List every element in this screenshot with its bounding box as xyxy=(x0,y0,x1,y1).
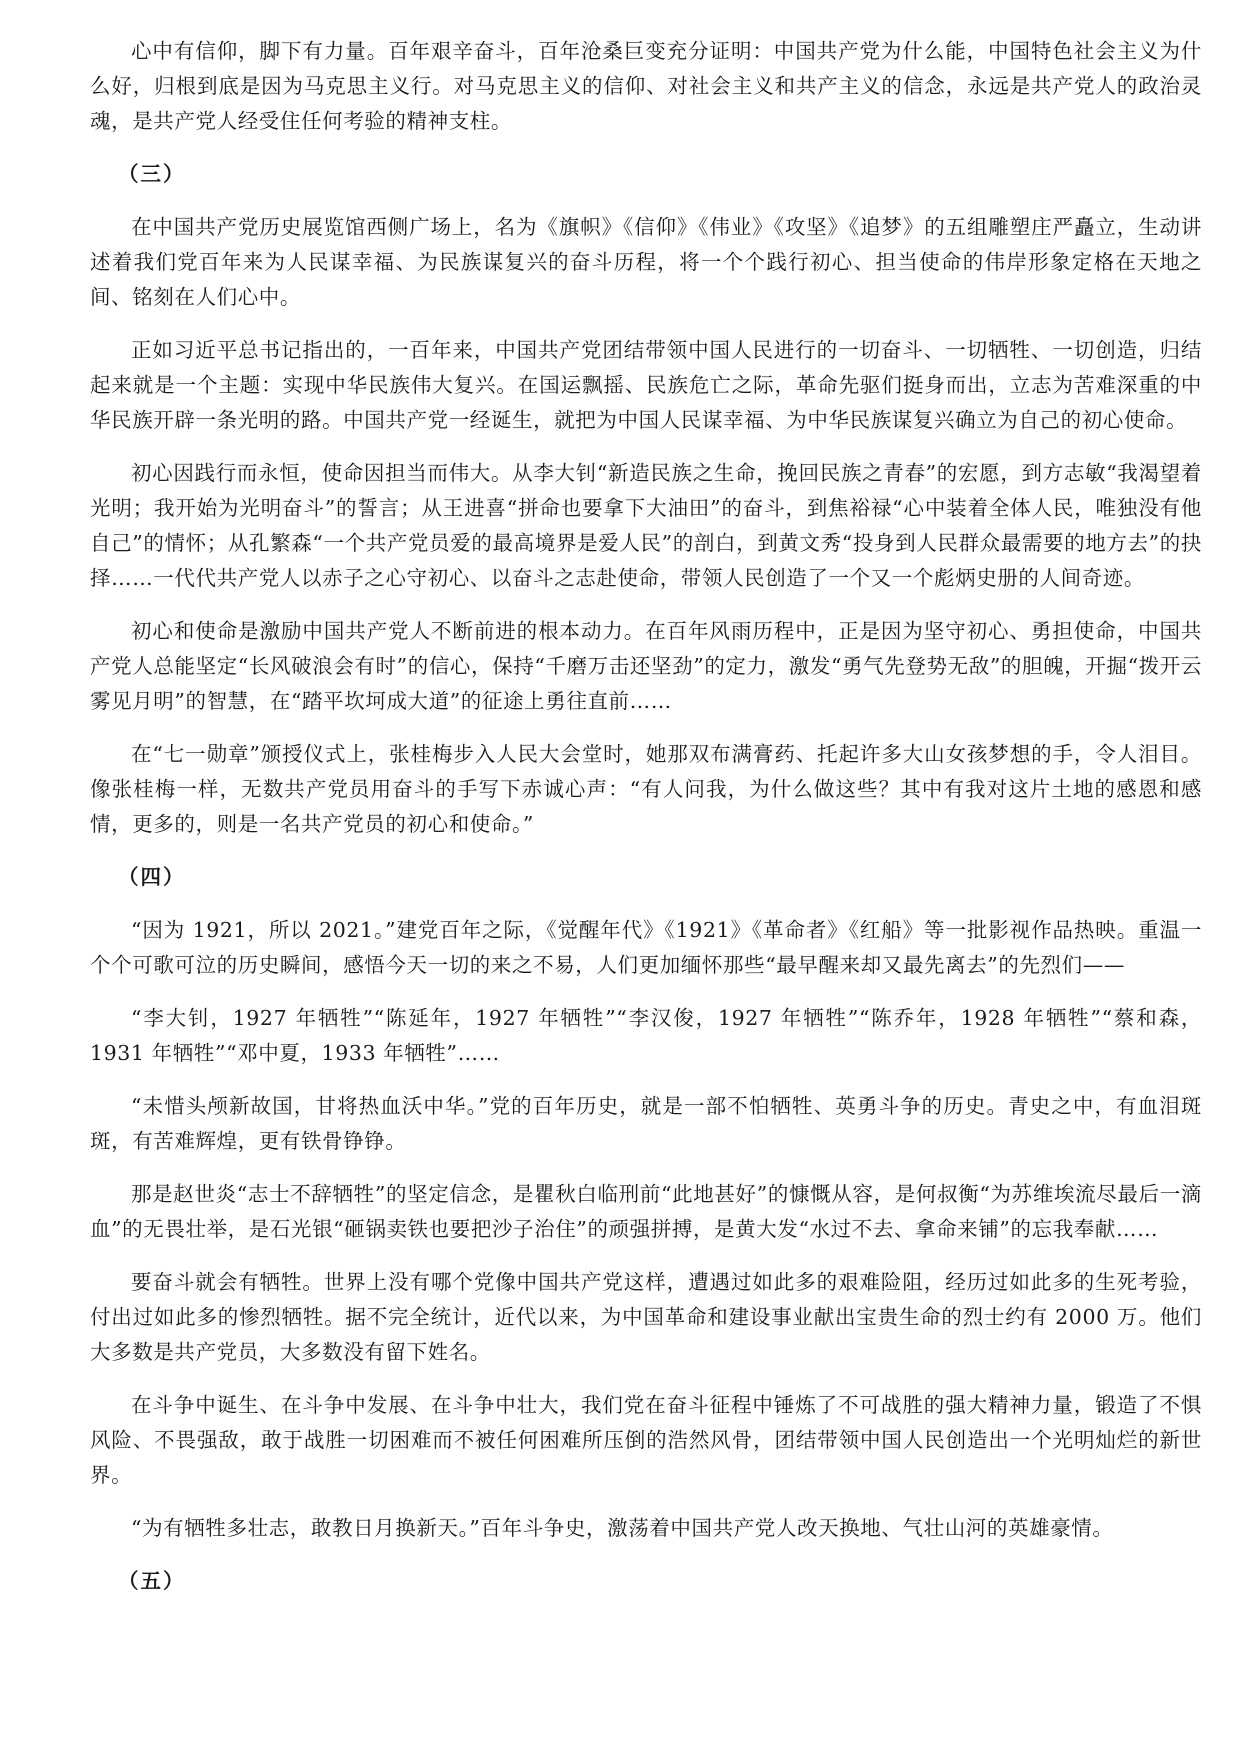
paragraph: “未惜头颅新故国，甘将热血沃中华。”党的百年历史，就是一部不怕牺牲、英勇斗争的历史。青史之中，有血泪斑斑，有苦难辉煌，更有铁骨铮铮。 xyxy=(90,1094,1202,1153)
paragraph: 心中有信仰，脚下有力量。百年艰辛奋斗，百年沧桑巨变充分证明：中国共产党为什么能，中国特色社会主义为什么好，归根到底是因为马克思主义行。对马克思主义的信仰、对社会主义和共产主义的信念，永远是共产党人的政治灵魂，是共产党人经受住任何考验的精神支柱。 xyxy=(90,39,1202,133)
paragraph: 初心和使命是激励中国共产党人不断前进的根本动力。在百年风雨历程中，正是因为坚守初心、勇担使命，中国共产党人总能坚定“长风破浪会有时”的信心，保持“千磨万击还坚劲”的定力，激发“勇气先登势无敌”的胆魄，开掘“拨开云雾见月明”的智慧，在“踏平坎坷成大道”的征途上勇往直前…… xyxy=(90,619,1202,713)
section-heading-4: （四） xyxy=(118,865,186,889)
paragraph: 那是赵世炎“志士不辞牺牲”的坚定信念，是瞿秋白临刑前“此地甚好”的慷慨从容，是何叔衡“为苏维埃流尽最后一滴血”的无畏壮举，是石光银“砸锅卖铁也要把沙子治住”的顽强拼搏，是黄大发“水过不去、拿命来铺”的忘我奉献…… xyxy=(90,1182,1202,1241)
section-heading-5: （五） xyxy=(118,1569,186,1593)
paragraph: 在“七一勋章”颁授仪式上，张桂梅步入人民大会堂时，她那双布满膏药、托起许多大山女孩梦想的手，令人泪目。像张桂梅一样，无数共产党员用奋斗的手写下赤诚心声：“有人问我，为什么做这些？其中有我对这片土地的感恩和感情，更多的，则是一名共产党员的初心和使命。” xyxy=(90,742,1202,836)
paragraph: 要奋斗就会有牺牲。世界上没有哪个党像中国共产党这样，遭遇过如此多的艰难险阻，经历过如此多的生死考验，付出过如此多的惨烈牺牲。据不完全统计，近代以来，为中国革命和建设事业献出宝贵生命的烈士约有 2000 万。他们大多数是共产党员，大多数没有留下姓名。 xyxy=(90,1270,1202,1364)
paragraph: 在斗争中诞生、在斗争中发展、在斗争中壮大，我们党在奋斗征程中锤炼了不可战胜的强大精神力量，锻造了不惧风险、不畏强敌，敢于战胜一切困难而不被任何困难所压倒的浩然风骨，团结带领中国人民创造出一个光明灿烂的新世界。 xyxy=(90,1393,1202,1487)
paragraph: 正如习近平总书记指出的，一百年来，中国共产党团结带领中国人民进行的一切奋斗、一切牺牲、一切创造，归结起来就是一个主题：实现中华民族伟大复兴。在国运飘摇、民族危亡之际，革命先驱们挺身而出，立志为苦难深重的中华民族开辟一条光明的路。中国共产党一经诞生，就把为中国人民谋幸福、为中华民族谋复兴确立为自己的初心使命。 xyxy=(90,338,1202,432)
paragraph: “因为 1921，所以 2021。”建党百年之际，《觉醒年代》《1921》《革命者》《红船》等一批影视作品热映。重温一个个可歌可泣的历史瞬间，感悟今天一切的来之不易，人们更加缅怀那些“最早醒来却又最先离去”的先烈们—— xyxy=(90,918,1202,977)
paragraph: “为有牺牲多壮志，敢教日月换新天。”百年斗争史，激荡着中国共产党人改天换地、气壮山河的英雄豪情。 xyxy=(131,1516,1114,1540)
paragraph: “李大钊，1927 年牺牲”“陈延年，1927 年牺牲”“李汉俊，1927 年牺牲”“陈乔年，1928 年牺牲”“蔡和森，1931 年牺牲”“邓中夏，1933 年牺牲”…… xyxy=(90,1006,1202,1065)
paragraph: 在中国共产党历史展览馆西侧广场上，名为《旗帜》《信仰》《伟业》《攻坚》《追梦》的五组雕塑庄严矗立，生动讲述着我们党百年来为人民谋幸福、为民族谋复兴的奋斗历程，将一个个践行初心、担当使命的伟岸形象定格在天地之间、铭刻在人们心中。 xyxy=(90,215,1202,309)
paragraph: 初心因践行而永恒，使命因担当而伟大。从李大钊“新造民族之生命，挽回民族之青春”的宏愿，到方志敏“我渴望着光明；我开始为光明奋斗”的誓言；从王进喜“拼命也要拿下大油田”的奋斗，到焦裕禄“心中装着全体人民，唯独没有他自己”的情怀；从孔繁森“一个共产党员爱的最高境界是爱人民”的剖白，到黄文秀“投身到人民群众最需要的地方去”的抉择……一代代共产党人以赤子之心守初心、以奋斗之志赴使命，带领人民创造了一个又一个彪炳史册的人间奇迹。 xyxy=(90,461,1202,590)
section-heading-3: （三） xyxy=(118,162,186,186)
